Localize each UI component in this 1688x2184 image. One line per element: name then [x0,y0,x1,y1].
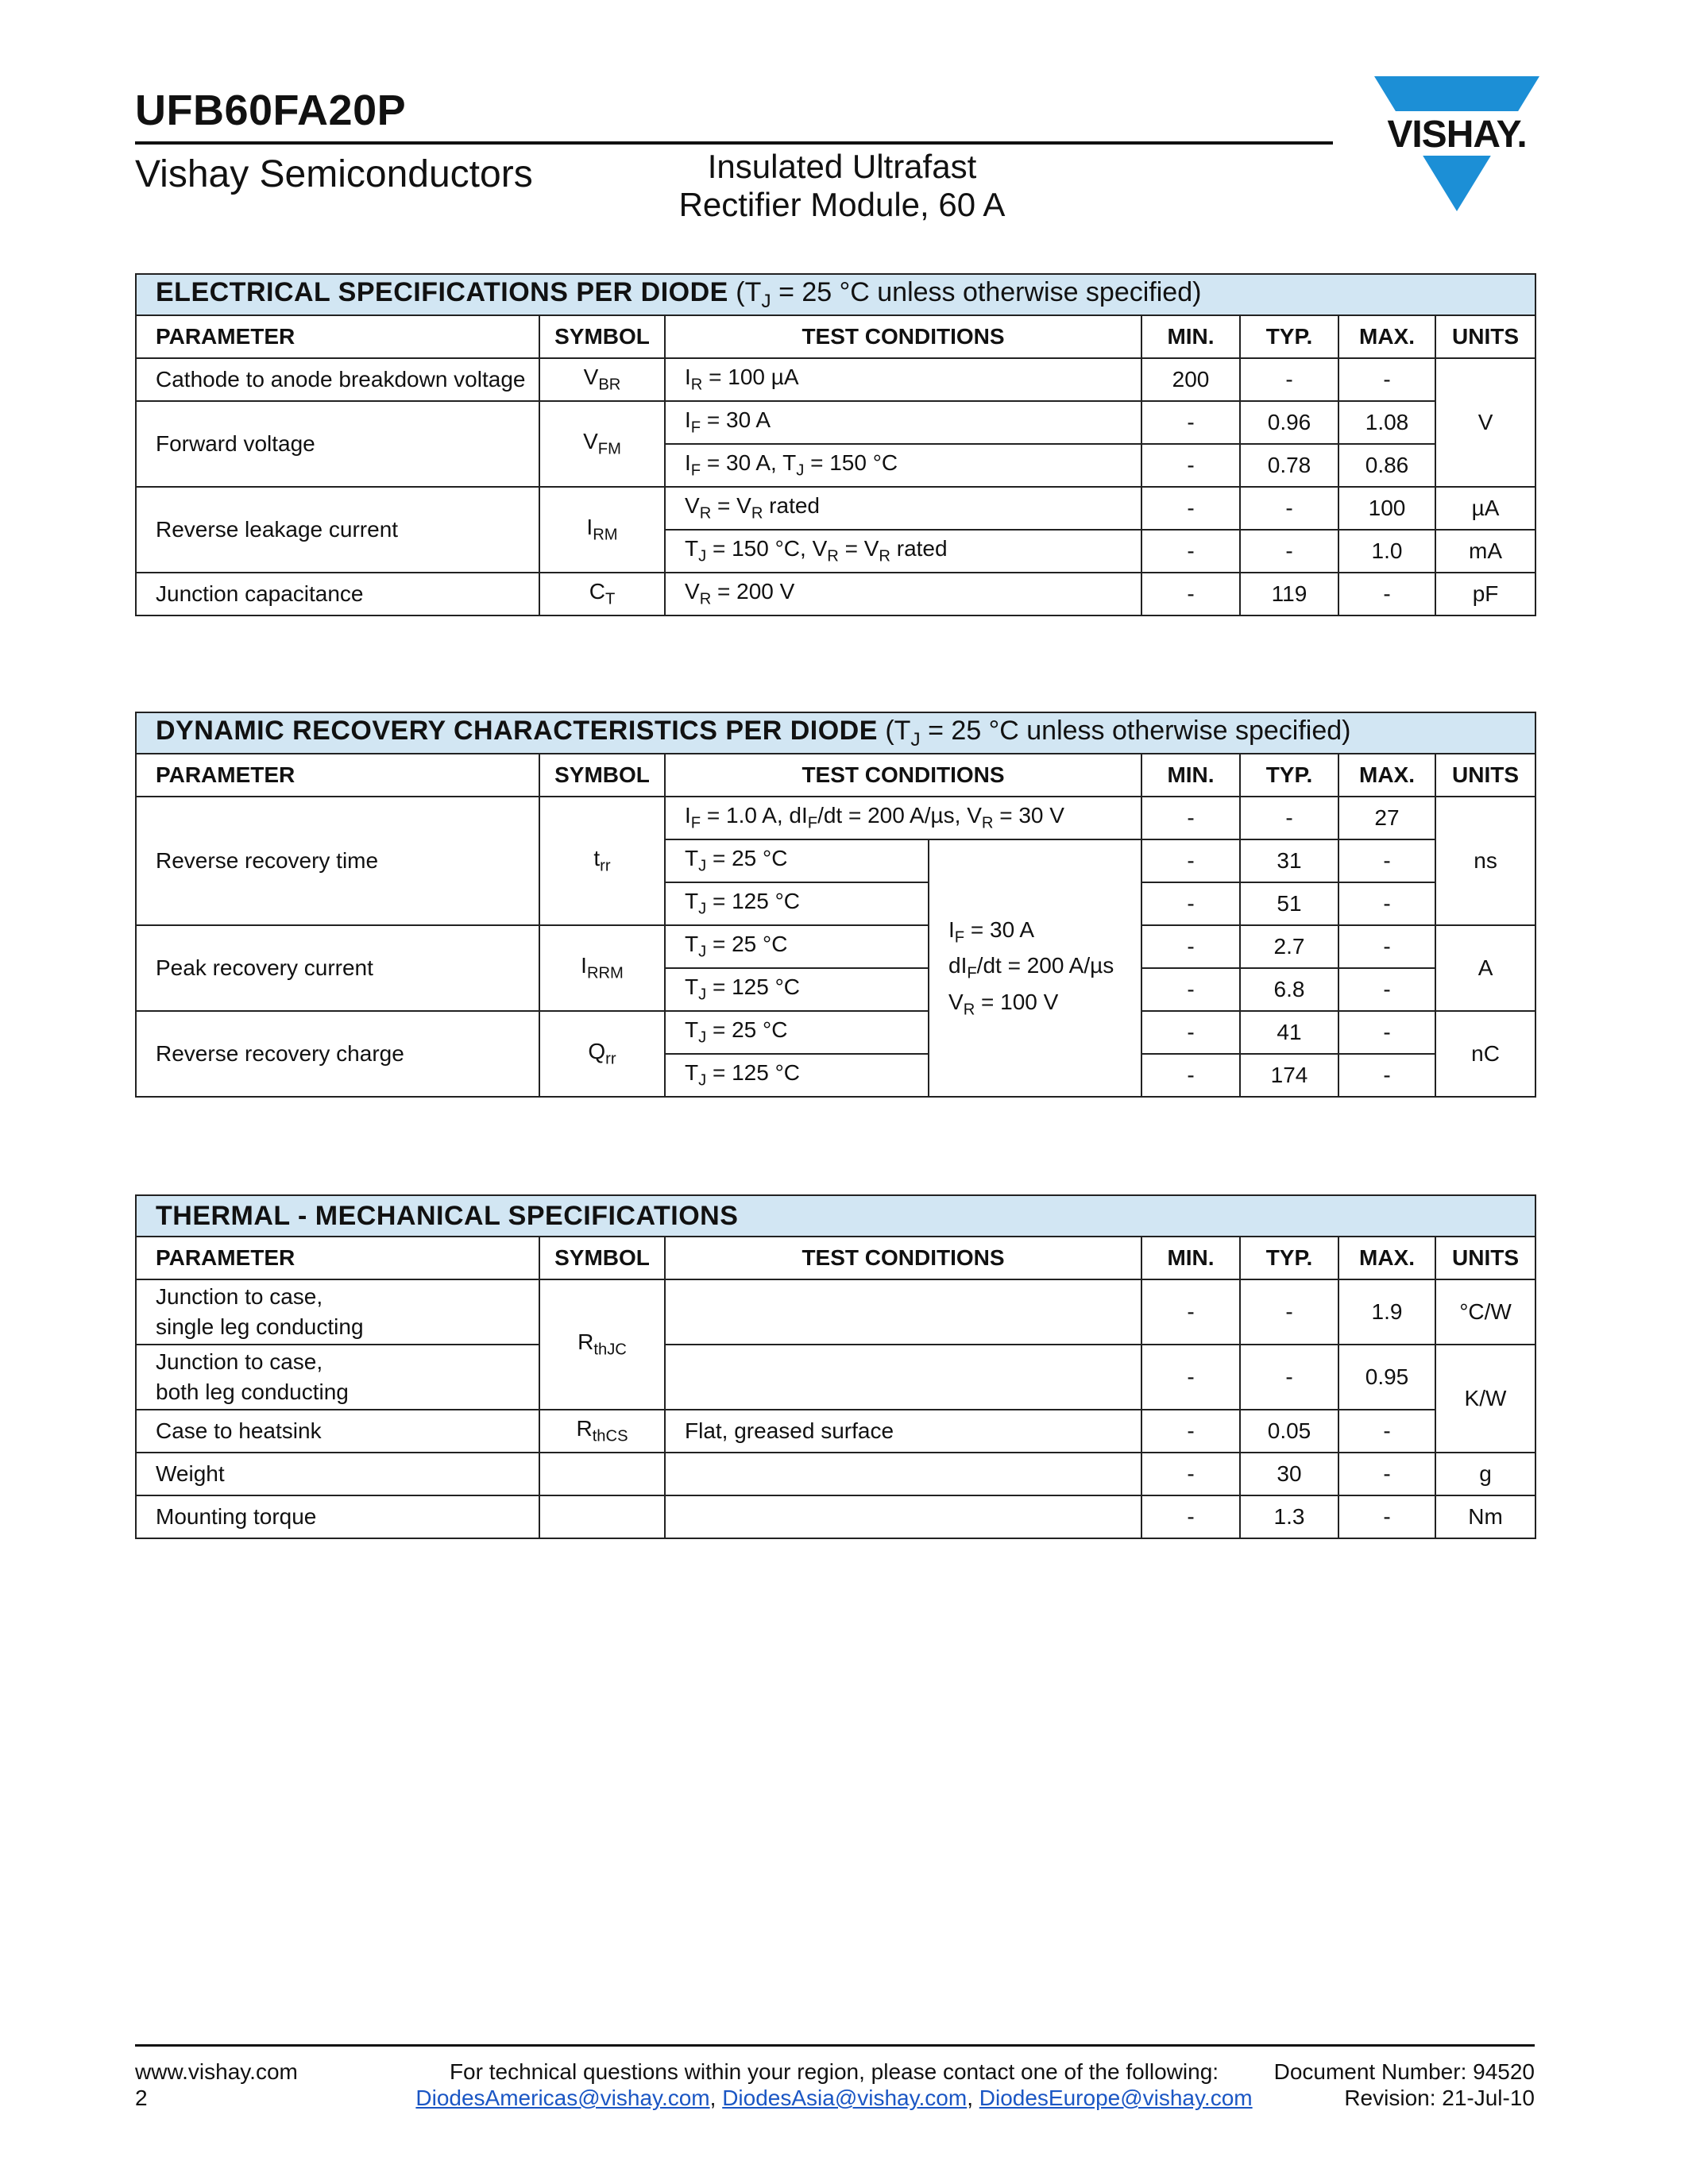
table-header-row [136,315,1535,358]
electrical-specifications-table [135,273,1536,616]
column-header: TYP. [1240,754,1338,797]
parameter-cell: Reverse recovery charge [136,1011,539,1097]
max-cell: - [1338,882,1435,925]
subtitle-line-1: Insulated Ultrafast [707,148,977,185]
min-cell: - [1141,1453,1240,1495]
symbol-cell: $C_T$ [539,573,665,615]
typ-cell: 0.05 [1240,1410,1338,1453]
condition-cell: $I_R = 100$ µA [665,358,1141,401]
email-americas-link[interactable]: DiodesAmericas@vishay.com [415,2086,710,2110]
page-number: 2 [135,2086,148,2110]
condition-cell: $T_J = 125$ °C [665,968,929,1011]
condition-cell: Flat, greased surface [665,1410,1141,1453]
units-cell: µA [1435,487,1535,530]
contact-text: For technical questions within your region, please contact one of the following: [449,2059,1219,2084]
max-cell: 1.9 [1338,1279,1435,1345]
symbol-cell: $R_{thJC}$ [539,1279,665,1410]
column-header: UNITS [1435,315,1535,358]
parameter-cell: Forward voltage [136,401,539,487]
typ-cell: 51 [1240,882,1338,925]
typ-cell: 6.8 [1240,968,1338,1011]
units-cell: V [1435,358,1535,487]
column-header: MAX. [1338,754,1435,797]
column-header: SYMBOL [539,754,665,797]
footer-left [135,2059,298,2111]
condition-cell [665,1279,1141,1345]
website-link[interactable]: www.vishay.com [135,2059,298,2084]
parameter-cell: Reverse recovery time [136,797,539,925]
max-cell: - [1338,1410,1435,1453]
condition-cell: $T_J = 25$ °C [665,1011,929,1054]
table-row [136,1410,1535,1453]
column-header: MIN. [1141,754,1240,797]
footer-right [1215,2059,1535,2111]
parameter-cell: Junction capacitance [136,573,539,615]
table-row [136,925,1535,968]
max-cell: 0.95 [1338,1345,1435,1410]
table-row [136,1495,1535,1538]
parameter-cell: Case to heatsink [136,1410,539,1453]
condition-cell: $I_F = 30$ A, $T_J = 150$ °C [665,444,1141,487]
table-row [136,1345,1535,1410]
min-cell: - [1141,925,1240,968]
condition-cell: $V_R = V_R$ rated [665,487,1141,530]
table-row [136,1279,1535,1345]
condition-cell: $T_J = 125$ °C [665,882,929,925]
table-row [136,1453,1535,1495]
parameter-cell: Mounting torque [136,1495,539,1538]
parameter-cell: Reverse leakage current [136,487,539,573]
dynamic-recovery-table [135,712,1536,1098]
parameter-cell: Peak recovery current [136,925,539,1011]
typ-cell: - [1240,1345,1338,1410]
condition-cell: $I_F = 1.0$ A, $dI_F/dt = 200$ A/µs, $V_R = 30$ V [665,797,1141,839]
typ-cell: 0.78 [1240,444,1338,487]
footer-rule [135,2044,1535,2047]
table-title: ELECTRICAL SPECIFICATIONS PER DIODE ($T_J = 25$ °C unless otherwise specified) [136,274,1535,315]
table-title: THERMAL - MECHANICAL SPECIFICATIONS [136,1195,1535,1237]
revision: Revision: 21-Jul-10 [1344,2086,1535,2110]
table-header-row [136,1237,1535,1279]
symbol-cell: $V_{FM}$ [539,401,665,487]
typ-cell: 31 [1240,839,1338,882]
max-cell: - [1338,573,1435,615]
typ-cell: 0.96 [1240,401,1338,444]
column-header: MAX. [1338,1237,1435,1279]
column-header: TYP. [1240,1237,1338,1279]
min-cell: - [1141,401,1240,444]
column-header: UNITS [1435,754,1535,797]
document-number: Document Number: 94520 [1273,2059,1535,2084]
min-cell: - [1141,487,1240,530]
vishay-logo [1374,76,1539,211]
condition-cell: $T_J = 150$ °C, $V_R = V_R$ rated [665,530,1141,573]
max-cell: - [1338,968,1435,1011]
parameter-cell: Junction to case, single leg conducting [136,1279,539,1345]
min-cell: - [1141,573,1240,615]
shared-condition-cell: $I_F = 30$ A $dI_F/dt = 200$ A/µs $V_R = 100$ V [929,839,1141,1097]
condition-cell [665,1345,1141,1410]
min-cell: - [1141,444,1240,487]
max-cell: 1.08 [1338,401,1435,444]
table-row [136,1011,1535,1054]
max-cell: 100 [1338,487,1435,530]
vishay-logo-text: VISHAY. [1387,114,1527,156]
condition-cell [665,1453,1141,1495]
max-cell: - [1338,839,1435,882]
subtitle-line-2: Rectifier Module, 60 A [678,186,1006,223]
table-title: DYNAMIC RECOVERY CHARACTERISTICS PER DIODE ($T_J = 25$ °C unless otherwise specified) [136,712,1535,754]
email-asia-link[interactable]: DiodesAsia@vishay.com [722,2086,968,2110]
typ-cell: 41 [1240,1011,1338,1054]
company-name: Vishay Semiconductors [135,153,533,195]
max-cell: - [1338,1495,1435,1538]
condition-cell: $T_J = 125$ °C [665,1054,929,1097]
document-subtitle [635,148,1049,224]
typ-cell: - [1240,1279,1338,1345]
units-cell: pF [1435,573,1535,615]
column-header: TEST CONDITIONS [665,1237,1141,1279]
condition-cell: $V_R = 200$ V [665,573,1141,615]
column-header: PARAMETER [136,1237,539,1279]
column-header: SYMBOL [539,315,665,358]
units-cell: °C/W [1435,1279,1535,1345]
typ-cell: 2.7 [1240,925,1338,968]
table-row [136,797,1535,839]
typ-cell: 119 [1240,573,1338,615]
condition-cell: $T_J = 25$ °C [665,925,929,968]
min-cell: - [1141,1495,1240,1538]
min-cell: - [1141,1011,1240,1054]
min-cell: - [1141,882,1240,925]
header-rule [135,141,1333,145]
symbol-cell: $V_{BR}$ [539,358,665,401]
email-europe-link[interactable]: DiodesEurope@vishay.com [979,2086,1253,2110]
thermal-mechanical-table [135,1194,1536,1539]
units-cell: K/W [1435,1345,1535,1453]
typ-cell: 30 [1240,1453,1338,1495]
min-cell: - [1141,968,1240,1011]
units-cell: mA [1435,530,1535,573]
footer-contact: For technical questions within your region, please contact one of the following: DiodesAmericas@vishay.com, DiodesAsia@vishay.com, DiodesEurope@vishay.com [334,2059,1335,2111]
max-cell: - [1338,1054,1435,1097]
units-cell: Nm [1435,1495,1535,1538]
symbol-cell: $Q_{rr}$ [539,1011,665,1097]
min-cell: - [1141,1054,1240,1097]
typ-cell: - [1240,797,1338,839]
min-cell: - [1141,839,1240,882]
column-header: SYMBOL [539,1237,665,1279]
column-header: MAX. [1338,315,1435,358]
condition-cell: $I_F = 30$ A [665,401,1141,444]
condition-cell: $T_J = 25$ °C [665,839,929,882]
table-header-row [136,754,1535,797]
max-cell: 0.86 [1338,444,1435,487]
condition-cell [665,1495,1141,1538]
units-cell: nC [1435,1011,1535,1097]
part-number-title: UFB60FA20P [135,87,407,134]
column-header: MIN. [1141,315,1240,358]
min-cell: - [1141,1279,1240,1345]
max-cell: - [1338,1011,1435,1054]
min-cell: - [1141,530,1240,573]
column-header: TEST CONDITIONS [665,315,1141,358]
symbol-cell: $I_{RRM}$ [539,925,665,1011]
symbol-cell: $R_{thCS}$ [539,1410,665,1453]
symbol-cell [539,1453,665,1495]
typ-cell: - [1240,530,1338,573]
max-cell: 1.0 [1338,530,1435,573]
symbol-cell [539,1495,665,1538]
column-header: TYP. [1240,315,1338,358]
table-row [136,573,1535,615]
min-cell: 200 [1141,358,1240,401]
symbol-cell: $t_{rr}$ [539,797,665,925]
parameter-cell: Junction to case, both leg conducting [136,1345,539,1410]
table-row [136,487,1535,530]
min-cell: - [1141,1410,1240,1453]
max-cell: - [1338,358,1435,401]
table-row [136,358,1535,401]
max-cell: 27 [1338,797,1435,839]
typ-cell: - [1240,358,1338,401]
parameter-cell: Weight [136,1453,539,1495]
table-row [136,401,1535,444]
column-header: TEST CONDITIONS [665,754,1141,797]
min-cell: - [1141,797,1240,839]
max-cell: - [1338,925,1435,968]
typ-cell: 1.3 [1240,1495,1338,1538]
typ-cell: - [1240,487,1338,530]
parameter-cell: Cathode to anode breakdown voltage [136,358,539,401]
column-header: PARAMETER [136,754,539,797]
typ-cell: 174 [1240,1054,1338,1097]
symbol-cell: $I_{RM}$ [539,487,665,573]
column-header: MIN. [1141,1237,1240,1279]
column-header: PARAMETER [136,315,539,358]
units-cell: g [1435,1453,1535,1495]
max-cell: - [1338,1453,1435,1495]
units-cell: A [1435,925,1535,1011]
column-header: UNITS [1435,1237,1535,1279]
units-cell: ns [1435,797,1535,925]
min-cell: - [1141,1345,1240,1410]
